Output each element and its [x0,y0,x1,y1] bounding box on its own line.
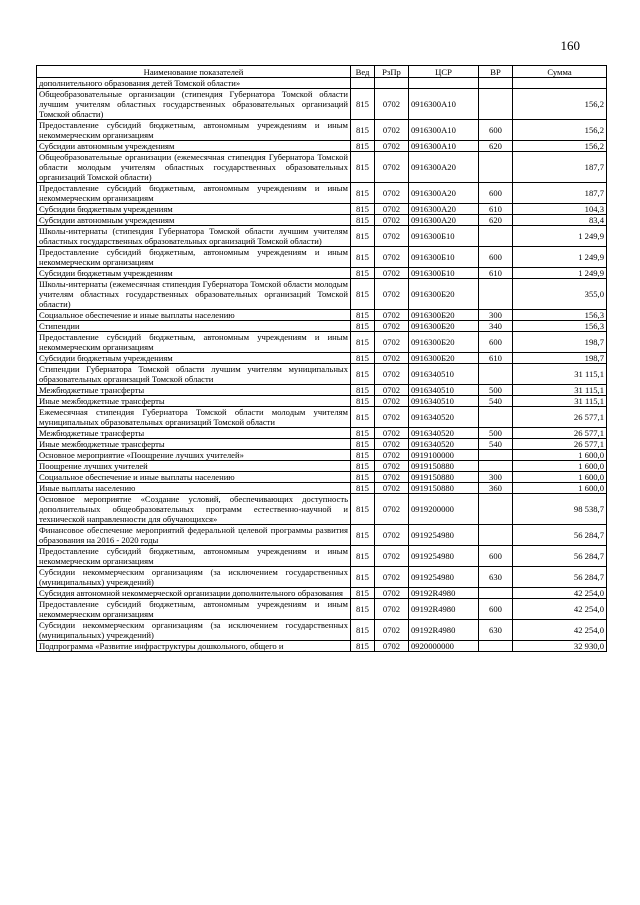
cell-rzpr: 0702 [375,641,409,652]
cell-csr: 0919150880 [409,483,479,494]
cell-csr: 0916300А10 [409,120,479,141]
table-row [37,215,607,226]
cell-sum: 1 249,9 [513,247,607,268]
cell-csr: 0916340510 [409,396,479,407]
cell-name: Школы-интернаты (стипендия Губернатора Томской области лучшим учителям областных государственных образовательных организаций Томской области) [37,226,351,247]
cell-csr: 0919150880 [409,472,479,483]
cell-csr: 0919150880 [409,461,479,472]
cell-ved: 815 [351,546,375,567]
cell-ved: 815 [351,461,375,472]
cell-csr: 0916300А20 [409,204,479,215]
cell-vr: 600 [479,332,513,353]
cell-vr: 540 [479,439,513,450]
cell-ved: 815 [351,385,375,396]
cell-csr [409,78,479,89]
cell-rzpr: 0702 [375,407,409,428]
cell-name: Субсидии автономным учреждениям [37,141,351,152]
table-row [37,494,607,525]
table-row [37,332,607,353]
column-header-csr: ЦСР [409,66,479,78]
table-row [37,461,607,472]
cell-sum: 31 115,1 [513,396,607,407]
cell-csr: 0916300Б10 [409,226,479,247]
table-row [37,385,607,396]
cell-ved: 815 [351,472,375,483]
cell-sum: 56 284,7 [513,546,607,567]
cell-sum: 156,3 [513,310,607,321]
cell-name: Межбюджетные трансферты [37,385,351,396]
column-header-rzpr: РзПр [375,66,409,78]
cell-rzpr: 0702 [375,620,409,641]
cell-ved: 815 [351,268,375,279]
cell-ved: 815 [351,588,375,599]
table-row [37,599,607,620]
cell-vr [479,89,513,120]
cell-sum: 156,2 [513,120,607,141]
cell-ved: 815 [351,494,375,525]
cell-name: Поощрение лучших учителей [37,461,351,472]
cell-ved: 815 [351,183,375,204]
cell-name: Общеобразовательные организации (стипендия Губернатора Томской области лучшим учителям областных государственных образовательных организаций Томской области) [37,89,351,120]
cell-name: Иные межбюджетные трансферты [37,439,351,450]
cell-csr: 0916340520 [409,428,479,439]
cell-name: Социальное обеспечение и иные выплаты населению [37,310,351,321]
cell-csr: 0916300Б10 [409,268,479,279]
table-row [37,396,607,407]
cell-ved: 815 [351,332,375,353]
cell-sum: 31 115,1 [513,364,607,385]
cell-rzpr: 0702 [375,268,409,279]
cell-sum: 1 249,9 [513,268,607,279]
cell-rzpr: 0702 [375,494,409,525]
cell-ved: 815 [351,641,375,652]
cell-sum: 26 577,1 [513,439,607,450]
cell-vr: 610 [479,353,513,364]
cell-rzpr: 0702 [375,226,409,247]
table-row [37,353,607,364]
cell-rzpr: 0702 [375,396,409,407]
cell-sum: 56 284,7 [513,525,607,546]
table-row [37,364,607,385]
table-row [37,472,607,483]
cell-ved: 815 [351,450,375,461]
cell-vr: 300 [479,472,513,483]
cell-ved: 815 [351,396,375,407]
cell-vr: 600 [479,183,513,204]
cell-vr: 630 [479,620,513,641]
cell-name: Школы-интернаты (ежемесячная стипендия Губернатора Томской области молодым учителям областных государственных образовательных организаций Томской области) [37,279,351,310]
cell-sum: 156,2 [513,141,607,152]
cell-vr [479,450,513,461]
table-row [37,204,607,215]
table-row [37,321,607,332]
cell-name: Иные выплаты населению [37,483,351,494]
cell-name: Стипендии Губернатора Томской области лучшим учителям муниципальных образовательных организаций Томской области [37,364,351,385]
cell-csr: 0916340510 [409,364,479,385]
cell-name: Предоставление субсидий бюджетным, автономным учреждениям и иным некоммерческим организациям [37,332,351,353]
cell-csr: 0916300Б20 [409,332,479,353]
cell-sum: 98 538,7 [513,494,607,525]
cell-name: Субсидии бюджетным учреждениям [37,204,351,215]
cell-ved: 815 [351,483,375,494]
page-number: 160 [560,38,580,53]
cell-ved: 815 [351,89,375,120]
cell-ved: 815 [351,525,375,546]
cell-sum: 26 577,1 [513,407,607,428]
cell-sum: 156,3 [513,321,607,332]
cell-name: Социальное обеспечение и иные выплаты населению [37,472,351,483]
table-header-row [37,66,607,78]
cell-rzpr: 0702 [375,567,409,588]
cell-name: Финансовое обеспечение мероприятий федеральной целевой программы развития образования на 2016 - 2020 годы [37,525,351,546]
cell-csr: 0919254980 [409,567,479,588]
cell-sum: 42 254,0 [513,620,607,641]
table-row [37,439,607,450]
cell-name: Предоставление субсидий бюджетным, автономным учреждениям и иным некоммерческим организациям [37,546,351,567]
cell-ved: 815 [351,439,375,450]
cell-vr: 300 [479,310,513,321]
table-row [37,183,607,204]
cell-csr: 0916340520 [409,407,479,428]
cell-rzpr: 0702 [375,215,409,226]
cell-rzpr: 0702 [375,353,409,364]
cell-rzpr: 0702 [375,472,409,483]
cell-csr: 09192R4980 [409,620,479,641]
cell-name: Основное мероприятие «Поощрение лучших учителей» [37,450,351,461]
cell-sum: 187,7 [513,152,607,183]
cell-sum: 31 115,1 [513,385,607,396]
column-header-name: Наименование показателей [37,66,351,78]
cell-sum: 26 577,1 [513,428,607,439]
cell-name: Подпрограмма «Развитие инфраструктуры дошкольного, общего и [37,641,351,652]
cell-ved: 815 [351,279,375,310]
cell-name: Предоставление субсидий бюджетным, автономным учреждениям и иным некоммерческим организациям [37,599,351,620]
table-row [37,620,607,641]
table-body [37,78,607,652]
cell-csr: 0916340510 [409,385,479,396]
cell-csr: 09192R4980 [409,599,479,620]
cell-sum: 187,7 [513,183,607,204]
table-row [37,279,607,310]
cell-ved: 815 [351,204,375,215]
cell-name: Субсидии некоммерческим организациям (за исключением государственных (муниципальных) учреждений) [37,620,351,641]
cell-vr [479,152,513,183]
cell-sum: 104,3 [513,204,607,215]
cell-vr: 620 [479,141,513,152]
cell-rzpr: 0702 [375,279,409,310]
cell-vr [479,407,513,428]
cell-name: Субсидия автономной некоммерческой организации дополнительного образования [37,588,351,599]
cell-sum: 198,7 [513,353,607,364]
cell-rzpr: 0702 [375,183,409,204]
cell-ved: 815 [351,215,375,226]
table-row [37,226,607,247]
cell-name: Общеобразовательные организации (ежемесячная стипендия Губернатора Томской области молодым учителям областных государственных образовательных организаций Томской области) [37,152,351,183]
cell-sum [513,78,607,89]
cell-name: Стипендии [37,321,351,332]
cell-ved: 815 [351,247,375,268]
table-row [37,407,607,428]
table-row [37,120,607,141]
cell-rzpr: 0702 [375,588,409,599]
cell-vr: 600 [479,247,513,268]
budget-table [36,65,607,652]
cell-name: Иные межбюджетные трансферты [37,396,351,407]
cell-rzpr: 0702 [375,599,409,620]
table-row [37,588,607,599]
cell-sum: 1 600,0 [513,472,607,483]
table-row [37,152,607,183]
cell-ved: 815 [351,353,375,364]
table-row [37,78,607,89]
table-row [37,546,607,567]
cell-vr [479,78,513,89]
cell-vr [479,588,513,599]
cell-vr: 610 [479,268,513,279]
cell-ved: 815 [351,428,375,439]
cell-name: Субсидии бюджетным учреждениям [37,268,351,279]
cell-name: Предоставление субсидий бюджетным, автономным учреждениям и иным некоммерческим организациям [37,247,351,268]
cell-ved: 815 [351,599,375,620]
cell-rzpr: 0702 [375,152,409,183]
cell-csr: 0919254980 [409,546,479,567]
cell-rzpr: 0702 [375,120,409,141]
cell-sum: 1 600,0 [513,483,607,494]
cell-ved: 815 [351,120,375,141]
cell-name: Предоставление субсидий бюджетным, автономным учреждениям и иным некоммерческим организациям [37,183,351,204]
cell-ved: 815 [351,620,375,641]
cell-sum: 198,7 [513,332,607,353]
column-header-sum: Сумма [513,66,607,78]
cell-rzpr: 0702 [375,483,409,494]
table-row [37,141,607,152]
cell-rzpr: 0702 [375,546,409,567]
cell-rzpr: 0702 [375,525,409,546]
cell-csr: 0916300Б20 [409,353,479,364]
cell-csr: 0916340520 [409,439,479,450]
cell-ved: 815 [351,141,375,152]
cell-csr: 0916300А20 [409,183,479,204]
cell-vr [479,461,513,472]
cell-ved: 815 [351,407,375,428]
cell-ved: 815 [351,226,375,247]
cell-csr: 0920000000 [409,641,479,652]
cell-rzpr: 0702 [375,428,409,439]
cell-csr: 0916300Б20 [409,279,479,310]
cell-vr [479,494,513,525]
cell-vr [479,525,513,546]
cell-sum: 42 254,0 [513,599,607,620]
column-header-vr: ВР [479,66,513,78]
table-row [37,567,607,588]
cell-ved [351,78,375,89]
cell-sum: 1 600,0 [513,461,607,472]
cell-rzpr: 0702 [375,141,409,152]
cell-name: Межбюджетные трансферты [37,428,351,439]
cell-rzpr: 0702 [375,332,409,353]
cell-vr: 620 [479,215,513,226]
cell-rzpr: 0702 [375,450,409,461]
cell-name: дополнительного образования детей Томской области» [37,78,351,89]
table-row [37,641,607,652]
cell-csr: 0916300А10 [409,89,479,120]
cell-rzpr: 0702 [375,247,409,268]
cell-name: Предоставление субсидий бюджетным, автономным учреждениям и иным некоммерческим организациям [37,120,351,141]
table-row [37,428,607,439]
cell-vr: 500 [479,385,513,396]
cell-csr: 0916300А20 [409,215,479,226]
cell-sum: 56 284,7 [513,567,607,588]
cell-rzpr: 0702 [375,204,409,215]
cell-rzpr: 0702 [375,89,409,120]
cell-sum: 1 600,0 [513,450,607,461]
cell-sum: 83,4 [513,215,607,226]
cell-ved: 815 [351,310,375,321]
cell-vr: 600 [479,599,513,620]
cell-rzpr: 0702 [375,321,409,332]
cell-sum: 42 254,0 [513,588,607,599]
cell-rzpr: 0702 [375,461,409,472]
cell-vr [479,279,513,310]
cell-rzpr: 0702 [375,364,409,385]
cell-vr: 540 [479,396,513,407]
cell-sum: 32 930,0 [513,641,607,652]
table-row [37,450,607,461]
cell-csr: 0916300А10 [409,141,479,152]
cell-csr: 0919200000 [409,494,479,525]
cell-name: Субсидии автономным учреждениям [37,215,351,226]
cell-vr: 600 [479,120,513,141]
cell-sum: 1 249,9 [513,226,607,247]
cell-sum: 355,0 [513,279,607,310]
table-row [37,89,607,120]
cell-csr: 09192R4980 [409,588,479,599]
cell-ved: 815 [351,364,375,385]
cell-csr: 0916300Б20 [409,310,479,321]
cell-vr: 610 [479,204,513,215]
cell-name: Основное мероприятие «Создание условий, обеспечивающих доступность дополнительных общеобразовательных программ естественно-научной и технической направленности для обучающихся» [37,494,351,525]
cell-rzpr: 0702 [375,310,409,321]
cell-rzpr: 0702 [375,385,409,396]
table-row [37,310,607,321]
cell-csr: 0919100000 [409,450,479,461]
cell-vr [479,226,513,247]
cell-csr: 0916300А20 [409,152,479,183]
cell-vr: 360 [479,483,513,494]
table-row [37,483,607,494]
cell-vr [479,641,513,652]
cell-name: Ежемесячная стипендия Губернатора Томской области молодым учителям муниципальных образовательных организаций Томской области [37,407,351,428]
column-header-ved: Вед [351,66,375,78]
cell-vr: 600 [479,546,513,567]
cell-ved: 815 [351,567,375,588]
cell-csr: 0916300Б20 [409,321,479,332]
cell-ved: 815 [351,321,375,332]
cell-vr: 630 [479,567,513,588]
cell-vr: 500 [479,428,513,439]
table-row [37,525,607,546]
table-row [37,268,607,279]
cell-csr: 0916300Б10 [409,247,479,268]
table-row [37,247,607,268]
cell-name: Субсидии некоммерческим организациям (за исключением государственных (муниципальных) учреждений) [37,567,351,588]
cell-sum: 156,2 [513,89,607,120]
cell-csr: 0919254980 [409,525,479,546]
cell-ved: 815 [351,152,375,183]
cell-rzpr: 0702 [375,439,409,450]
cell-name: Субсидии бюджетным учреждениям [37,353,351,364]
cell-rzpr [375,78,409,89]
cell-vr [479,364,513,385]
cell-vr: 340 [479,321,513,332]
